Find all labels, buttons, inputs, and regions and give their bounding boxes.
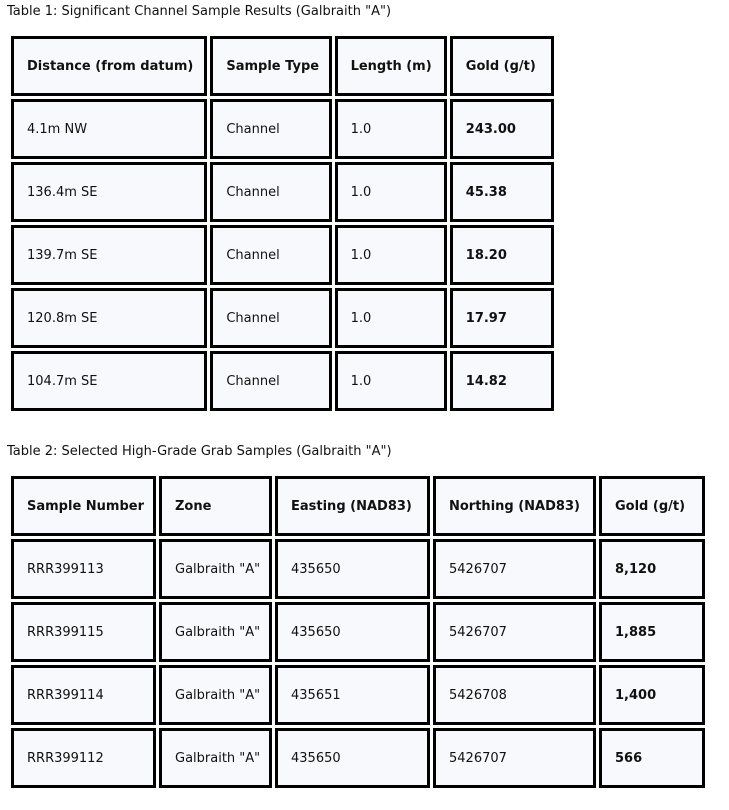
cell-sample-number: RRR399114 (11, 665, 156, 725)
table-row (11, 99, 554, 159)
table-row (11, 602, 705, 662)
cell-gold: 17.97 (450, 288, 554, 348)
grab-sample-table (8, 473, 708, 791)
cell-zone: Galbraith "A" (159, 539, 272, 599)
channel-sample-table (8, 33, 557, 414)
cell-sample-number: RRR399112 (11, 728, 156, 788)
table-row (11, 288, 554, 348)
table-row (11, 225, 554, 285)
cell-easting: 435650 (275, 728, 430, 788)
cell-length: 1.0 (335, 162, 447, 222)
table-row (11, 162, 554, 222)
cell-sample-type: Channel (210, 99, 331, 159)
header-northing: Northing (NAD83) (433, 476, 596, 536)
header-gold: Gold (g/t) (599, 476, 705, 536)
header-sample-number: Sample Number (11, 476, 156, 536)
cell-length: 1.0 (335, 351, 447, 411)
cell-sample-number: RRR399113 (11, 539, 156, 599)
cell-gold: 1,885 (599, 602, 705, 662)
cell-easting: 435651 (275, 665, 430, 725)
table-header-row (11, 476, 705, 536)
table-header-row (11, 36, 554, 96)
header-gold: Gold (g/t) (450, 36, 554, 96)
table-row (11, 728, 705, 788)
cell-zone: Galbraith "A" (159, 602, 272, 662)
cell-northing: 5426707 (433, 539, 596, 599)
header-zone: Zone (159, 476, 272, 536)
cell-gold: 14.82 (450, 351, 554, 411)
cell-zone: Galbraith "A" (159, 728, 272, 788)
table-row (11, 665, 705, 725)
cell-length: 1.0 (335, 99, 447, 159)
table-row (11, 351, 554, 411)
cell-distance: 104.7m SE (11, 351, 207, 411)
cell-northing: 5426707 (433, 602, 596, 662)
header-sample-type: Sample Type (210, 36, 331, 96)
cell-distance: 4.1m NW (11, 99, 207, 159)
header-distance: Distance (from datum) (11, 36, 207, 96)
cell-distance: 120.8m SE (11, 288, 207, 348)
cell-gold: 18.20 (450, 225, 554, 285)
cell-length: 1.0 (335, 225, 447, 285)
cell-sample-type: Channel (210, 351, 331, 411)
header-length: Length (m) (335, 36, 447, 96)
table1-caption: Table 1: Significant Channel Sample Results (Galbraith "A") (7, 4, 392, 19)
cell-easting: 435650 (275, 539, 430, 599)
cell-sample-number: RRR399115 (11, 602, 156, 662)
cell-length: 1.0 (335, 288, 447, 348)
table-row (11, 539, 705, 599)
cell-northing: 5426708 (433, 665, 596, 725)
cell-gold: 45.38 (450, 162, 554, 222)
cell-northing: 5426707 (433, 728, 596, 788)
table2-caption: Table 2: Selected High-Grade Grab Samples (Galbraith "A") (7, 444, 392, 459)
cell-zone: Galbraith "A" (159, 665, 272, 725)
cell-distance: 139.7m SE (11, 225, 207, 285)
cell-gold: 8,120 (599, 539, 705, 599)
cell-distance: 136.4m SE (11, 162, 207, 222)
cell-sample-type: Channel (210, 162, 331, 222)
cell-sample-type: Channel (210, 288, 331, 348)
cell-gold: 1,400 (599, 665, 705, 725)
header-easting: Easting (NAD83) (275, 476, 430, 536)
cell-easting: 435650 (275, 602, 430, 662)
cell-gold: 243.00 (450, 99, 554, 159)
cell-gold: 566 (599, 728, 705, 788)
cell-sample-type: Channel (210, 225, 331, 285)
